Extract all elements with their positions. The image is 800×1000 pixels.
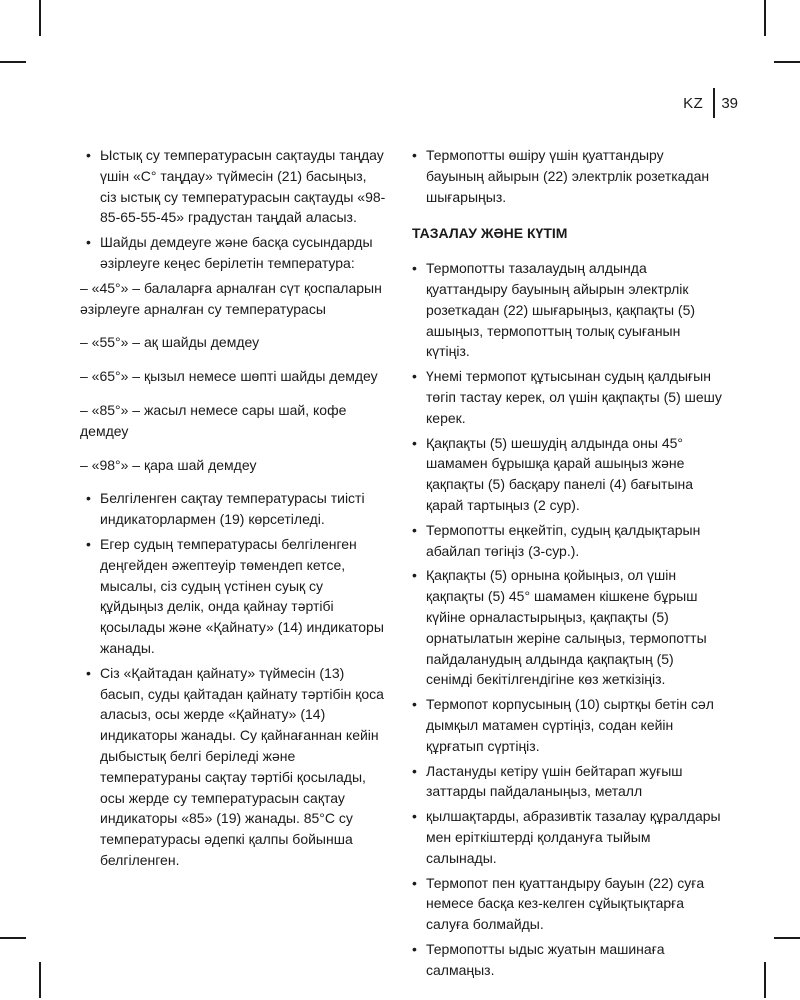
crop-mark <box>39 962 41 998</box>
list-item: • Термопот корпусының (10) сыртқы бетін сәл дымқыл матамен сүртіңіз, содан кейін құрғатып сүртіңіз. <box>412 694 724 756</box>
list-item: • Термопотты тазалаудың алдында қуаттандыру бауының айырын электрлік розеткадан (22) шығарыңыз, қақпақты (5) ашыңыз, термопоттың толық суығанын күтіңіз. <box>412 258 724 362</box>
list-item: • Қақпақты (5) шешудің алдында оны 45° шамамен бұрышқа қарай ашыңыз және қақпақты (5) басқару панелі (4) бағытына қарай тартыңыз (2 сур). <box>412 433 724 516</box>
list-item: • Термопотты ыдыс жуатын машинаға салмаңыз. <box>412 939 724 981</box>
header-divider <box>713 88 715 118</box>
temperature-item: – «65°» – қызыл немесе шөпті шайды демдеу <box>80 368 378 385</box>
list-item: • Ыстық су температурасын сақтауды таңдау үшін «C° таңдау» түймесін (21) басыңыз, сіз ыстық су температурасын сақтауды «98-85-65-55-45» градустан таңдай аласыз. <box>86 145 386 228</box>
list-item: • Термопотты еңкейтіп, судың қалдықтарын абайлап төгіңіз (3-сур.). <box>412 520 724 562</box>
crop-mark <box>764 0 766 36</box>
crop-mark <box>0 937 26 939</box>
temperature-item: – «85°» – жасыл немесе сары шай, кофе демдеу <box>80 401 347 439</box>
crop-mark <box>774 61 800 63</box>
crop-mark <box>39 0 41 36</box>
list-item: • Ластануды кетіру үшін бейтарап жуғыш заттарды пайдаланыңыз, металл <box>412 761 724 803</box>
list-item: • Термопот пен қуаттандыру бауын (22) суға немесе басқа кез-келген сұйықтықтарға салуға болмайды. <box>412 873 724 935</box>
list-item: • Қақпақты (5) орнына қойыңыз, ол үшін қақпақты (5) 45° шамамен кішкене бұрыш күйіне орналастырыңыз, қақпақты (5) орнатылатын жеріне салыңыз, термопотты пайдаланудың алдында қақпақтың (5) сенімді бекітілгендігіне көз жеткізіңіз. <box>412 565 724 690</box>
list-item: • Шайды демдеуге және басқа сусындарды әзірлеуге кеңес берілетін температура: <box>86 232 386 274</box>
list-item: • Белгіленген сақтау температурасы тиісті индикаторлармен (19) көрсетіледі. <box>86 488 386 530</box>
temperature-item: – «55°» – ақ шайды демдеу <box>80 334 260 351</box>
temperature-item: – «45°» – балаларға арналған сүт қоспаларын әзірлеуге арналған су температурасы <box>80 279 382 317</box>
page-header <box>683 88 738 118</box>
list-item: • қылшақтарды, абразивтік тазалау құралдары мен еріткіштерді қолдануға тыйым салынады. <box>412 806 724 868</box>
page-number: 39 <box>721 94 738 112</box>
temperature-item: – «98°» – қара шай демдеу <box>80 456 257 473</box>
right-column <box>412 145 724 984</box>
crop-mark <box>774 937 800 939</box>
list-item: • Сіз «Қайтадан қайнату» түймесін (13) басып, суды қайтадан қайнату тәртібін қоса аласыз, осы жерде «Қайнату» (14) индикаторы жанады. Су қайнағаннан кейін дыбыстық белгі беріледі және температураны сақтау тәртібі қосылады, осы жерде су температурасын сақтау индикаторы «85» (19) жанады. 85°C су температурасы әдепкі қалпы бойынша белгіленген. <box>86 663 386 871</box>
crop-mark <box>764 962 766 998</box>
language-code: KZ <box>683 94 704 112</box>
list-item: • Үнемі термопот құтысынан судың қалдығын төгіп тастау керек, ол үшін қақпақты (5) шешу керек. <box>412 366 724 428</box>
section-heading: ТАЗАЛАУ ЖӘНЕ КҮТІМ <box>412 225 568 242</box>
list-item: • Термопотты өшіру үшін қуаттандыру бауының айырын (22) электрлік розеткадан шығарыңыз. <box>412 145 724 207</box>
left-column <box>80 145 386 875</box>
list-item: • Егер судың температурасы белгіленген деңгейден әжептеуір төмендеп кетсе, мысалы, сіз судың үстінен суық су құйдыңыз делік, онда қайнау тәртібі қосылады және «Қайнату» (14) индикаторы жанады. <box>86 534 386 659</box>
crop-mark <box>0 61 26 63</box>
